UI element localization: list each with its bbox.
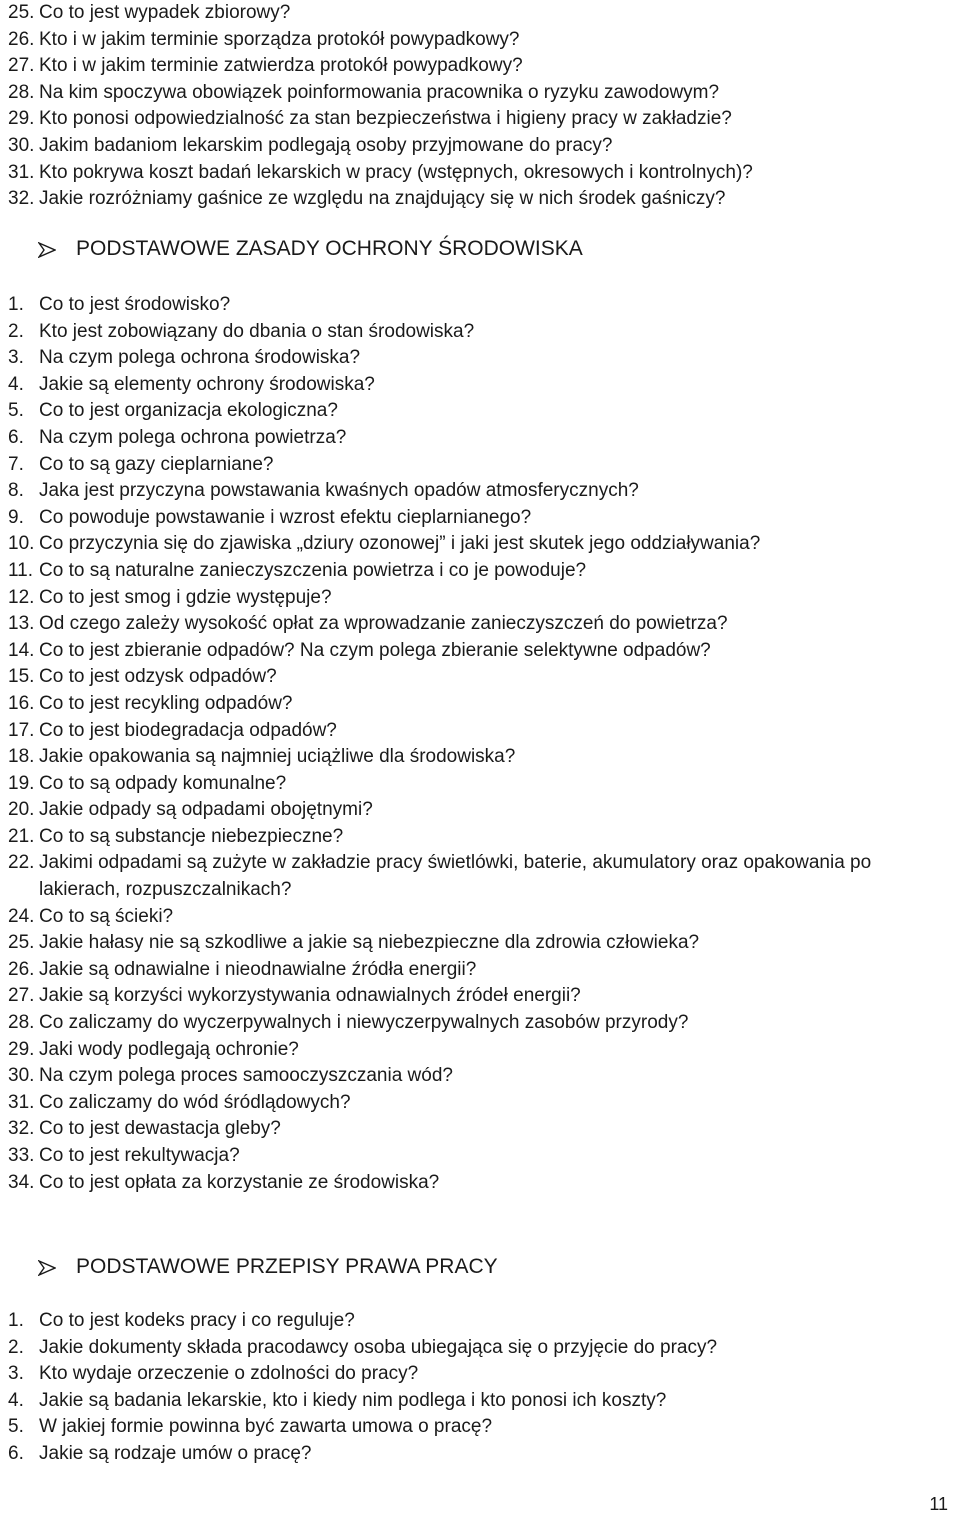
list-item	[8, 319, 929, 346]
list-item	[8, 478, 929, 505]
item-text: Co to jest opłata za korzystanie ze środowiska?	[39, 1171, 440, 1193]
item-text: Co zaliczamy do wód śródlądowych?	[39, 1091, 351, 1113]
list-item	[8, 1388, 717, 1415]
item-text: Co to jest środowisko?	[39, 294, 231, 315]
list-item	[8, 824, 929, 851]
list-item	[8, 1170, 929, 1197]
item-number: 24.	[8, 905, 35, 927]
list-item	[8, 1143, 929, 1170]
item-number: 28.	[8, 81, 35, 103]
item-text: Kto jest zobowiązany do dbania o stan środowiska?	[39, 320, 475, 342]
item-text: W jakiej formie powinna być zawarta umowa o pracę?	[39, 1416, 493, 1438]
heading-text: PODSTAWOWE ZASADY OCHRONY ŚRODOWISKA	[76, 237, 583, 260]
item-text: Kto i w jakim terminie zatwierdza protokół powypadkowy?	[39, 55, 523, 77]
list-item	[8, 398, 929, 425]
item-number: 1.	[8, 1310, 24, 1331]
list-item	[8, 744, 929, 771]
item-text: Co to jest rekultywacja?	[39, 1145, 240, 1166]
item-text: Co to są odpady komunalne?	[39, 772, 287, 794]
item-number: 10.	[8, 533, 35, 555]
item-text: Jakie są rodzaje umów o pracę?	[39, 1442, 312, 1464]
item-text: Jakie odpady są odpadami obojętnymi?	[39, 799, 373, 821]
item-text: Co to jest odzysk odpadów?	[39, 666, 277, 688]
item-text: Co to jest kodeks pracy i co reguluje?	[39, 1310, 355, 1331]
item-number: 26.	[8, 28, 35, 50]
item-number: 31.	[8, 1091, 35, 1113]
list-item	[8, 133, 753, 160]
item-number: 31.	[8, 161, 35, 183]
item-text: Co to są ścieki?	[39, 905, 174, 927]
arrow-bullet-icon	[38, 1260, 56, 1276]
item-number: 5.	[8, 400, 24, 422]
item-number: 1.	[8, 294, 24, 315]
item-text: Jakie są badania lekarskie, kto i kiedy nim podlega i kto ponosi ich koszty?	[39, 1389, 667, 1411]
list-item	[8, 1116, 929, 1143]
list-item	[8, 585, 929, 612]
list-item	[8, 106, 753, 133]
item-number: 19.	[8, 772, 35, 794]
item-text: Co to jest biodegradacja odpadów?	[39, 719, 337, 741]
item-text: Co to jest wypadek zbiorowy?	[39, 2, 291, 23]
list-item	[8, 292, 929, 319]
item-number: 4.	[8, 1389, 24, 1411]
list-item	[8, 797, 929, 824]
arrow-bullet-icon	[38, 242, 56, 258]
item-number: 5.	[8, 1416, 24, 1438]
item-text: Jakie są odnawialne i nieodnawialne źródła energii?	[39, 958, 477, 980]
list-item	[8, 53, 753, 80]
item-number: 16.	[8, 692, 35, 714]
item-number: 3.	[8, 1363, 24, 1385]
item-number: 28.	[8, 1012, 35, 1034]
item-text: Co to są gazy cieplarniane?	[39, 453, 274, 475]
item-number: 15.	[8, 666, 35, 688]
item-number: 3.	[8, 347, 24, 369]
item-number: 18.	[8, 746, 35, 768]
item-text: Co to jest dewastacja gleby?	[39, 1118, 281, 1140]
list-item	[8, 1308, 717, 1335]
item-number: 21.	[8, 825, 35, 847]
list-item	[8, 1090, 929, 1117]
item-text: Kto wydaje orzeczenie o zdolności do pracy?	[39, 1363, 419, 1385]
item-number: 20.	[8, 799, 35, 821]
item-number: 9.	[8, 506, 24, 528]
list-item	[8, 1063, 929, 1090]
item-number: 6.	[8, 1442, 24, 1464]
item-text: Kto ponosi odpowiedzialność za stan bezpieczeństwa i higieny pracy w zakładzie?	[39, 108, 732, 130]
list-item	[8, 718, 929, 745]
item-text: Jakie są elementy ochrony środowiska?	[39, 373, 375, 395]
list-item	[8, 80, 753, 107]
item-text: Co to jest recykling odpadów?	[39, 692, 293, 714]
item-number: 29.	[8, 1038, 35, 1060]
item-text: Jakimi odpadami są zużyte w zakładzie pracy świetlówki, baterie, akumulatory oraz opakowania po lakierach, rozpuszczalnikach?	[39, 852, 872, 901]
list-item	[8, 1037, 929, 1064]
item-number: 12.	[8, 586, 35, 608]
heading-text: PODSTAWOWE PRZEPISY PRAWA PRACY	[76, 1255, 498, 1278]
item-text: Jakie opakowania są najmniej uciążliwe dla środowiska?	[39, 746, 516, 768]
list-item	[8, 425, 929, 452]
list-item	[8, 160, 753, 187]
item-text: Na czym polega ochrona powietrza?	[39, 426, 347, 448]
item-text: Co to jest smog i gdzie występuje?	[39, 586, 332, 608]
list-item	[8, 904, 929, 931]
item-number: 30.	[8, 1065, 35, 1087]
list-item	[8, 345, 929, 372]
item-text: Co to jest zbieranie odpadów? Na czym polega zbieranie selektywne odpadów?	[39, 639, 711, 661]
item-text: Co zaliczamy do wyczerpywalnych i niewyczerpywalnych zasobów przyrody?	[39, 1012, 689, 1034]
item-text: Jakie są korzyści wykorzystywania odnawialnych źródeł energii?	[39, 985, 581, 1007]
item-number: 6.	[8, 426, 24, 448]
item-text: Na czym polega ochrona środowiska?	[39, 347, 361, 369]
item-number: 14.	[8, 639, 35, 661]
list-item	[8, 505, 929, 532]
item-text: Jakie rozróżniamy gaśnice ze względu na znajdujący się w nich środek gaśniczy?	[39, 188, 726, 210]
item-text: Co powoduje powstawanie i wzrost efektu cieplarnianego?	[39, 506, 532, 528]
item-text: Kto pokrywa koszt badań lekarskich w pracy (wstępnych, okresowych i kontrolnych)?	[39, 161, 753, 183]
item-number: 29.	[8, 108, 35, 130]
list-item	[8, 1361, 717, 1388]
list-item	[8, 930, 929, 957]
item-text: Jakie hałasy nie są szkodliwe a jakie są niebezpieczne dla zdrowia człowieka?	[39, 932, 700, 954]
item-text: Jakie dokumenty składa pracodawcy osoba ubiegająca się o przyjęcie do pracy?	[39, 1336, 718, 1358]
item-text: Jaki wody podlegają ochronie?	[39, 1038, 299, 1060]
item-text: Jakim badaniom lekarskim podlegają osoby przyjmowane do pracy?	[39, 134, 613, 156]
item-number: 17.	[8, 719, 35, 741]
item-text: Od czego zależy wysokość opłat za wprowadzanie zanieczyszczeń do powietrza?	[39, 613, 728, 635]
question-list-section1	[8, 0, 753, 213]
item-number: 32.	[8, 188, 35, 210]
list-item	[8, 771, 929, 798]
item-text: Co to jest organizacja ekologiczna?	[39, 400, 338, 422]
item-text: Kto i w jakim terminie sporządza protokół powypadkowy?	[39, 28, 520, 50]
list-item	[8, 27, 753, 54]
question-list-section3	[8, 1308, 717, 1468]
item-number: 27.	[8, 985, 35, 1007]
item-number: 25.	[8, 932, 35, 954]
item-number: 2.	[8, 1336, 24, 1358]
item-number: 4.	[8, 373, 24, 395]
item-number: 32.	[8, 1118, 35, 1140]
list-item	[8, 850, 929, 903]
question-list-section2	[8, 292, 929, 1196]
list-item	[8, 1414, 717, 1441]
list-item	[8, 611, 929, 638]
item-number: 25.	[8, 2, 35, 23]
item-number: 11.	[8, 559, 34, 581]
item-number: 27.	[8, 55, 35, 77]
item-text: Co przyczynia się do zjawiska „dziury ozonowej” i jaki jest skutek jego oddziaływania?	[39, 533, 761, 555]
item-text: Jaka jest przyczyna powstawania kwaśnych opadów atmosferycznych?	[39, 480, 639, 502]
item-text: Co to są naturalne zanieczyszczenia powietrza i co je powoduje?	[39, 559, 587, 581]
list-item	[8, 0, 753, 27]
list-item	[8, 186, 753, 213]
item-number: 8.	[8, 480, 24, 502]
item-text: Co to są substancje niebezpieczne?	[39, 825, 344, 847]
item-number: 33.	[8, 1145, 35, 1166]
list-item	[8, 1010, 929, 1037]
list-item	[8, 531, 929, 558]
item-number: 7.	[8, 453, 24, 475]
list-item	[8, 1441, 717, 1468]
page-number: 11	[929, 1494, 948, 1514]
list-item	[8, 957, 929, 984]
item-number: 34.	[8, 1171, 35, 1193]
list-item	[8, 1335, 717, 1362]
item-number: 22.	[8, 852, 35, 874]
item-text: Na kim spoczywa obowiązek poinformowania pracownika o ryzyku zawodowym?	[39, 81, 720, 103]
list-item	[8, 691, 929, 718]
list-item	[8, 372, 929, 399]
list-item	[8, 664, 929, 691]
item-text: Na czym polega proces samooczyszczania wód?	[39, 1065, 453, 1087]
list-item	[8, 638, 929, 665]
item-number: 26.	[8, 958, 35, 980]
item-number: 2.	[8, 320, 24, 342]
list-item	[8, 983, 929, 1010]
list-item	[8, 452, 929, 479]
list-item	[8, 558, 929, 585]
item-number: 13.	[8, 613, 35, 635]
item-number: 30.	[8, 134, 35, 156]
